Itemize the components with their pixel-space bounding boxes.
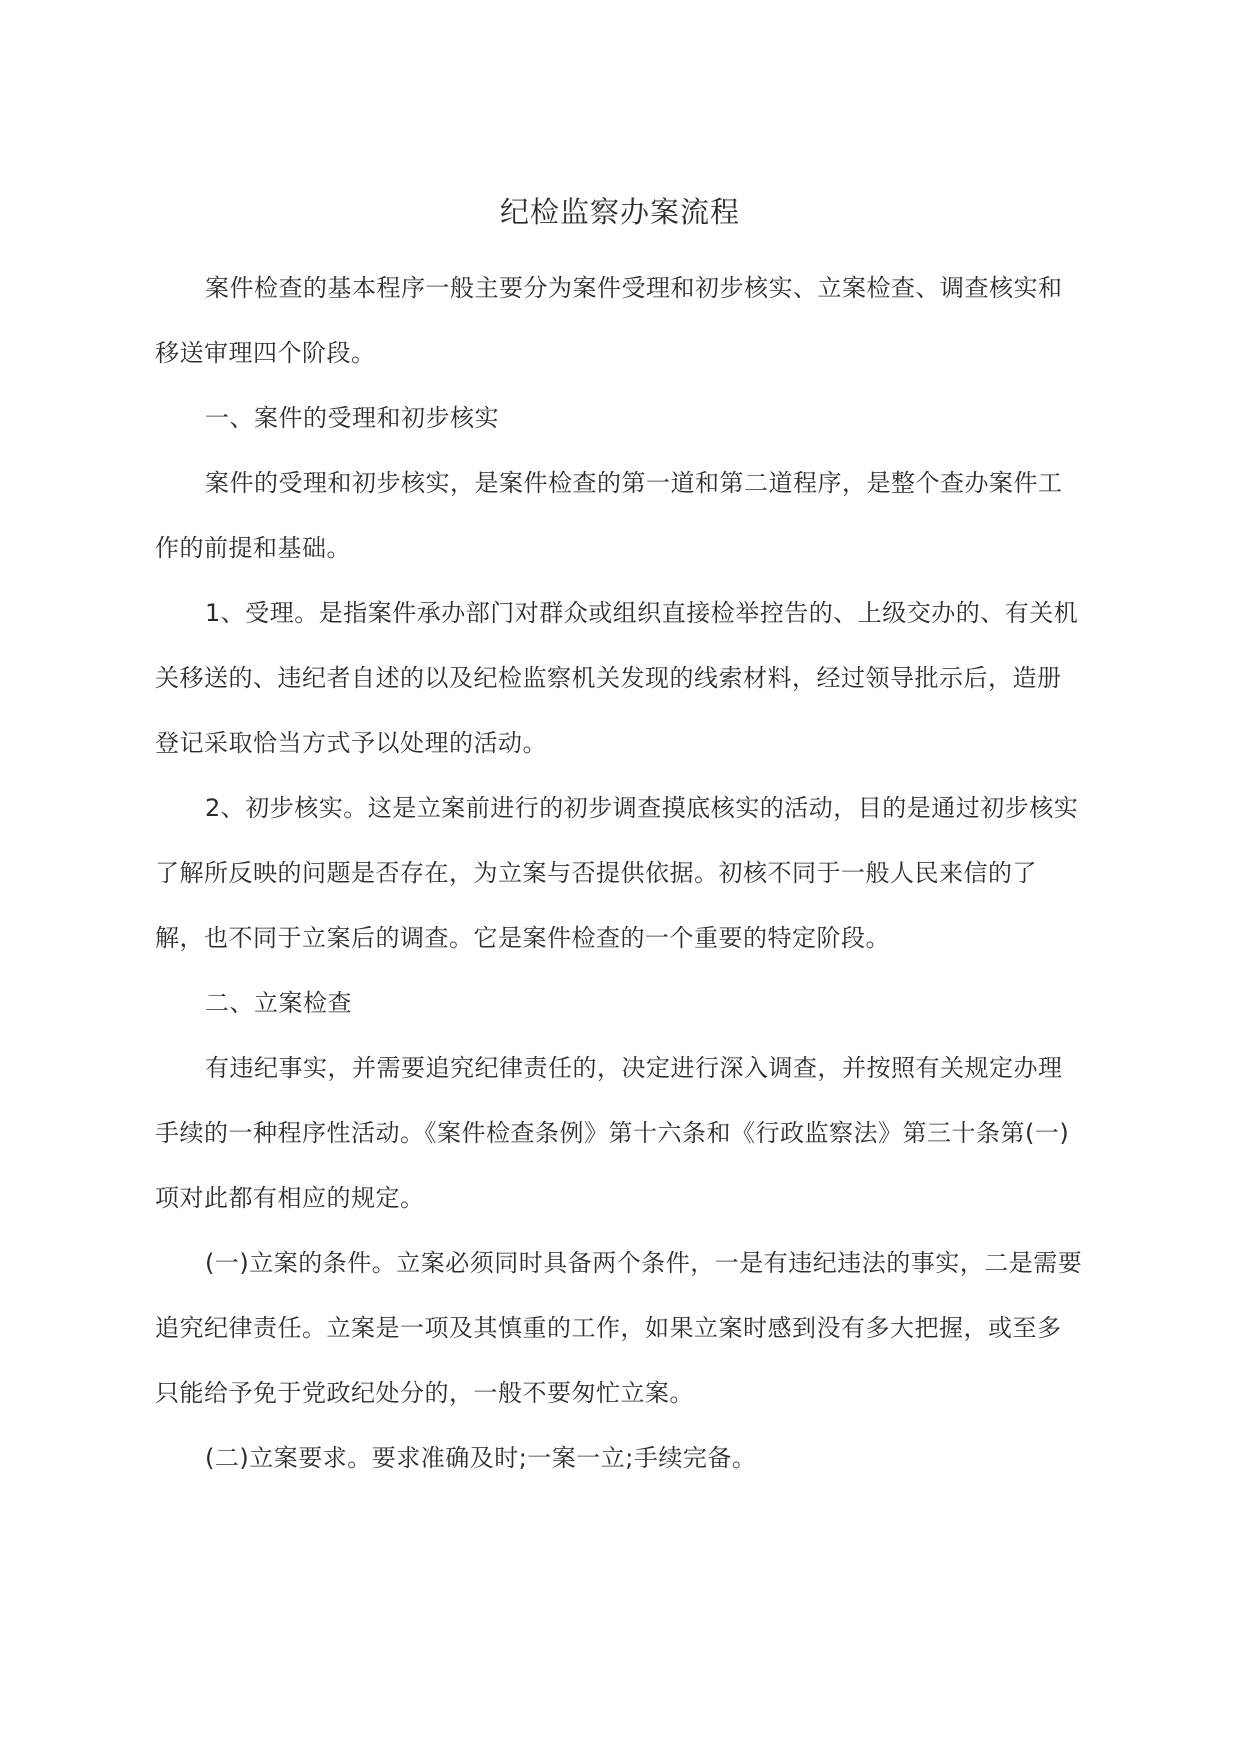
section-2-paragraph: 有违纪事实，并需要追究纪律责任的，决定进行深入调查，并按照有关规定办理手续的一种程序性活动。《案件检查条例》第十六条和《行政监察法》第三十条第(一)项对此都有相应的规定。 (155, 1054, 1070, 1212)
document-title: 纪检监察办案流程 (499, 195, 740, 229)
document-page (155, 188, 1085, 1491)
section-heading-2: 二、立案检查 (205, 989, 352, 1017)
item-2-preliminary-verification: 2、初步核实。这是立案前进行的初步调查摸底核实的活动，目的是通过初步核实了解所反映的问题是否存在，为立案与否提供依据。初核不同于一般人民来信的了解，也不同于立案后的调查。它是案件检查的一个重要的特定阶段。 (155, 794, 1079, 952)
section-1-paragraph: 案件的受理和初步核实，是案件检查的第一道和第二道程序，是整个查办案件工作的前提和基础。 (155, 469, 1063, 562)
filing-conditions-paragraph: (一)立案的条件。立案必须同时具备两个条件，一是有违纪违法的事实，二是需要追究纪律责任。立案是一项及其慎重的工作，如果立案时感到没有多大把握，或至多只能给予免于党政纪处分的，一般不要匆忙立案。 (155, 1249, 1083, 1407)
intro-paragraph: 案件检查的基本程序一般主要分为案件受理和初步核实、立案检查、调查核实和移送审理四个阶段。 (155, 274, 1063, 367)
item-1-acceptance: 1、受理。是指案件承办部门对群众或组织直接检举控告的、上级交办的、有关机关移送的、违纪者自述的以及纪检监察机关发现的线索材料，经过领导批示后，造册登记采取恰当方式予以处理的活动。 (155, 599, 1079, 757)
section-heading-1: 一、案件的受理和初步核实 (205, 404, 499, 432)
filing-requirements-paragraph: (二)立案要求。要求准确及时;一案一立;手续完备。 (205, 1444, 757, 1472)
